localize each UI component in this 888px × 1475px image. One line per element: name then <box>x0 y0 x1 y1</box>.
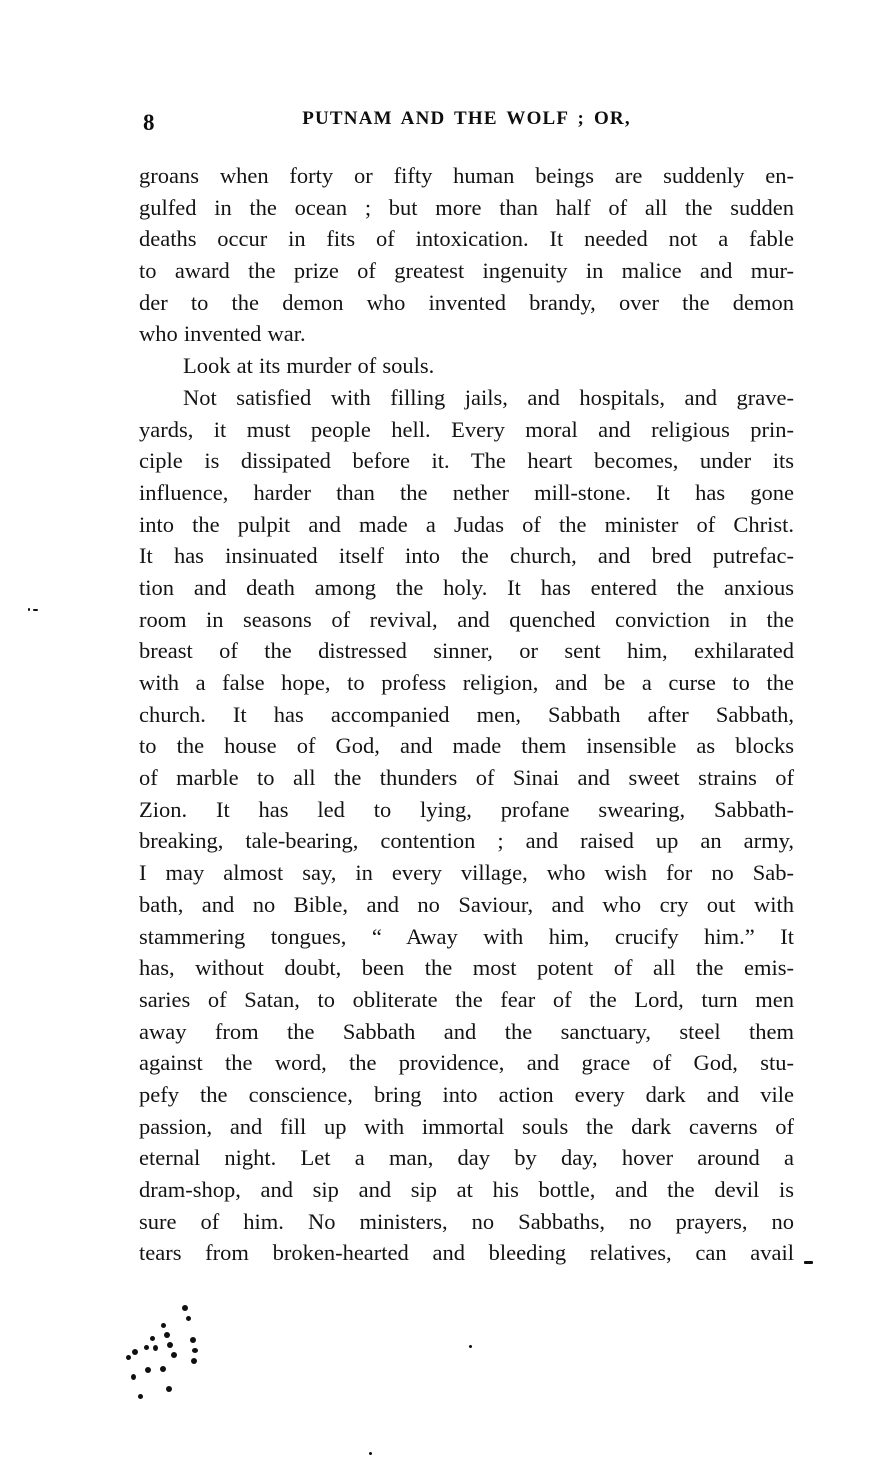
ink-speck <box>145 1367 151 1373</box>
running-header-title: PUTNAM AND THE WOLF ; OR, <box>302 108 631 129</box>
ink-speck <box>191 1358 197 1364</box>
text-line: against the word, the providence, and grace of God, stu- <box>139 1050 794 1076</box>
text-line: Zion. It has led to lying, profane swearing, Sabbath- <box>139 796 794 822</box>
text-line: Look at its murder of souls. <box>183 353 435 379</box>
ink-speck <box>132 1349 138 1355</box>
ink-speck <box>160 1366 166 1372</box>
text-line: passion, and fill up with immortal souls the dark caverns of <box>139 1113 794 1139</box>
ink-speck <box>171 1352 177 1358</box>
text-line: stammering tongues, “ Away with him, crucify him.” It <box>139 923 794 949</box>
text-line: church. It has accompanied men, Sabbath after Sabbath, <box>139 701 794 727</box>
text-line: with a false hope, to profess religion, and be a curse to the <box>139 670 794 695</box>
ink-speck <box>469 1345 472 1348</box>
text-line: yards, it must people hell. Every moral and religious prin- <box>139 416 794 442</box>
running-header <box>139 106 794 140</box>
text-line: deaths occur in fits of intoxication. It needed not a fable <box>139 226 794 252</box>
text-line: pefy the conscience, bring into action every dark and vile <box>139 1081 794 1107</box>
ink-speck <box>182 1305 188 1311</box>
text-line: of marble to all the thunders of Sinai and sweet strains of <box>139 765 794 791</box>
text-line: sure of him. No ministers, no Sabbaths, no prayers, no <box>139 1208 794 1234</box>
ink-speck <box>192 1348 198 1353</box>
ink-speck <box>144 1345 149 1350</box>
text-line: eternal night. Let a man, day by day, hover around a <box>139 1145 794 1171</box>
ink-speck <box>33 609 38 611</box>
text-line: dram-shop, and sip and sip at his bottle, and the devil is <box>139 1177 794 1202</box>
ink-speck <box>190 1337 196 1343</box>
text-line: to award the prize of greatest ingenuity in malice and mur- <box>139 258 794 284</box>
ink-speck <box>166 1386 172 1392</box>
text-line: breast of the distressed sinner, or sent him, exhilarated <box>139 638 794 664</box>
text-line: gulfed in the ocean ; but more than half of all the sudden <box>139 194 794 220</box>
ink-speck <box>164 1332 170 1338</box>
text-line: Not satisfied with filling jails, and hospitals, and grave- <box>183 384 794 410</box>
ink-speck <box>150 1336 155 1341</box>
text-line: influence, harder than the nether mill-stone. It has gone <box>139 479 794 505</box>
text-line: into the pulpit and made a Judas of the minister of Christ. <box>139 511 794 537</box>
ink-speck <box>369 1452 372 1455</box>
text-line: has, without doubt, been the most potent of all the emis- <box>139 955 794 981</box>
text-line: room in seasons of revival, and quenched conviction in the <box>139 606 794 632</box>
text-line: away from the Sabbath and the sanctuary, steel them <box>139 1018 794 1044</box>
text-line: ciple is dissipated before it. The heart becomes, under its <box>139 448 794 474</box>
page-number: 8 <box>143 110 155 135</box>
ink-speck <box>804 1261 813 1264</box>
ink-speck <box>28 608 30 611</box>
text-line: It has insinuated itself into the church, and bred putrefac- <box>139 543 794 569</box>
ink-speck <box>186 1316 191 1321</box>
ink-speck <box>138 1394 143 1399</box>
ink-speck <box>167 1342 173 1348</box>
body-text-block <box>139 160 794 1269</box>
text-line: tion and death among the holy. It has entered the anxious <box>139 574 794 600</box>
ink-speck <box>131 1374 136 1380</box>
ink-speck <box>161 1323 166 1328</box>
text-line: bath, and no Bible, and no Saviour, and who cry out with <box>139 891 794 917</box>
text-line: breaking, tale-bearing, contention ; and raised up an army, <box>139 828 794 854</box>
text-line: to the house of God, and made them insensible as blocks <box>139 733 794 759</box>
text-line: saries of Satan, to obliterate the fear of the Lord, turn men <box>139 986 794 1012</box>
text-line: I may almost say, in every village, who wish for no Sab- <box>139 860 794 886</box>
text-line: groans when forty or fifty human beings are suddenly en- <box>139 163 794 188</box>
text-line: der to the demon who invented brandy, over the demon <box>139 289 794 315</box>
text-line: who invented war. <box>139 321 306 347</box>
ink-speck <box>126 1355 131 1360</box>
text-line: tears from broken-hearted and bleeding relatives, can avail <box>139 1240 794 1266</box>
ink-speck <box>153 1345 158 1351</box>
